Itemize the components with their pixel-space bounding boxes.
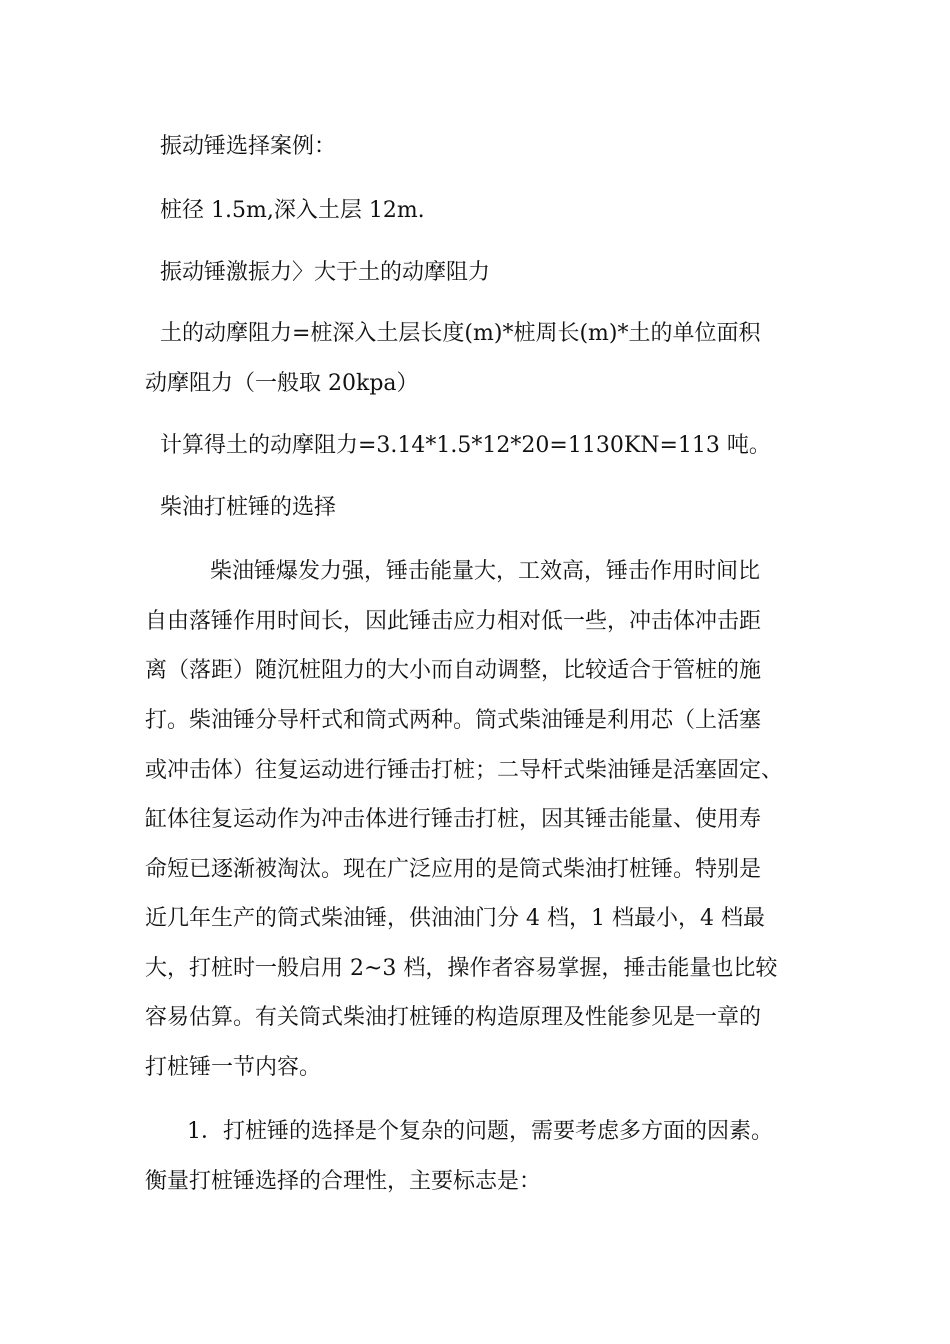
paragraph-line: 或冲击体）往复运动进行锤击打桩；二导杆式柴油锤是活塞固定、 (145, 758, 784, 783)
heading-vibratory-hammer-case: 振动锤选择案例： (160, 134, 337, 159)
paragraph-line: 大，打桩时一般启用 2~3 档，操作者容易掌握，捶击能量也比较 (145, 956, 778, 981)
paragraph-line: 离（落距）随沉桩阻力的大小而自动调整，比较适合于管桩的施 (145, 658, 762, 683)
paragraph-line: 容易估算。有关筒式柴油打桩锤的构造原理及性能参见是一章的 (145, 1005, 762, 1030)
paragraph-line: 自由落锤作用时间长，因此锤击应力相对低一些，冲击体冲击距 (145, 609, 762, 634)
paragraph-line: 柴油锤爆发力强，锤击能量大，工效高，锤击作用时间比 (210, 559, 761, 584)
paragraph-line: 打桩锤一节内容。 (145, 1055, 322, 1080)
paragraph-line: 命短已逐渐被淘汰。现在广泛应用的是筒式柴油打桩锤。特别是 (145, 857, 762, 882)
friction-formula-line-2: 动摩阻力（一般取 20kpa） (145, 371, 419, 396)
friction-calculation-line: 计算得土的动摩阻力=3.14*1.5*12*20=1130KN=113 吨。 (160, 433, 771, 458)
paragraph-line: 近几年生产的筒式柴油锤，供油油门分 4 档，1 档最小，4 档最 (145, 906, 765, 931)
pile-diameter-line: 桩径 1.5m,深入土层 12m. (160, 198, 425, 223)
paragraph-line: 缸体往复运动作为冲击体进行锤击打桩，因其锤击能量、使用寿 (145, 807, 762, 832)
heading-diesel-hammer-selection: 柴油打桩锤的选择 (160, 495, 337, 520)
paragraph-line: 打。柴油锤分导杆式和筒式两种。筒式柴油锤是利用芯（上活塞 (145, 708, 762, 733)
hammer-selection-item-1-line-1: 1．打桩锤的选择是个复杂的问题，需要考虑多方面的因素。 (187, 1119, 773, 1144)
excitation-force-line: 振动锤激振力〉大于土的动摩阻力 (160, 260, 491, 285)
hammer-selection-item-1-line-2: 衡量打桩锤选择的合理性，主要标志是： (145, 1169, 542, 1194)
friction-formula-line-1: 土的动摩阻力=桩深入土层长度(m)*桩周长(m)*土的单位面积 (160, 321, 761, 346)
